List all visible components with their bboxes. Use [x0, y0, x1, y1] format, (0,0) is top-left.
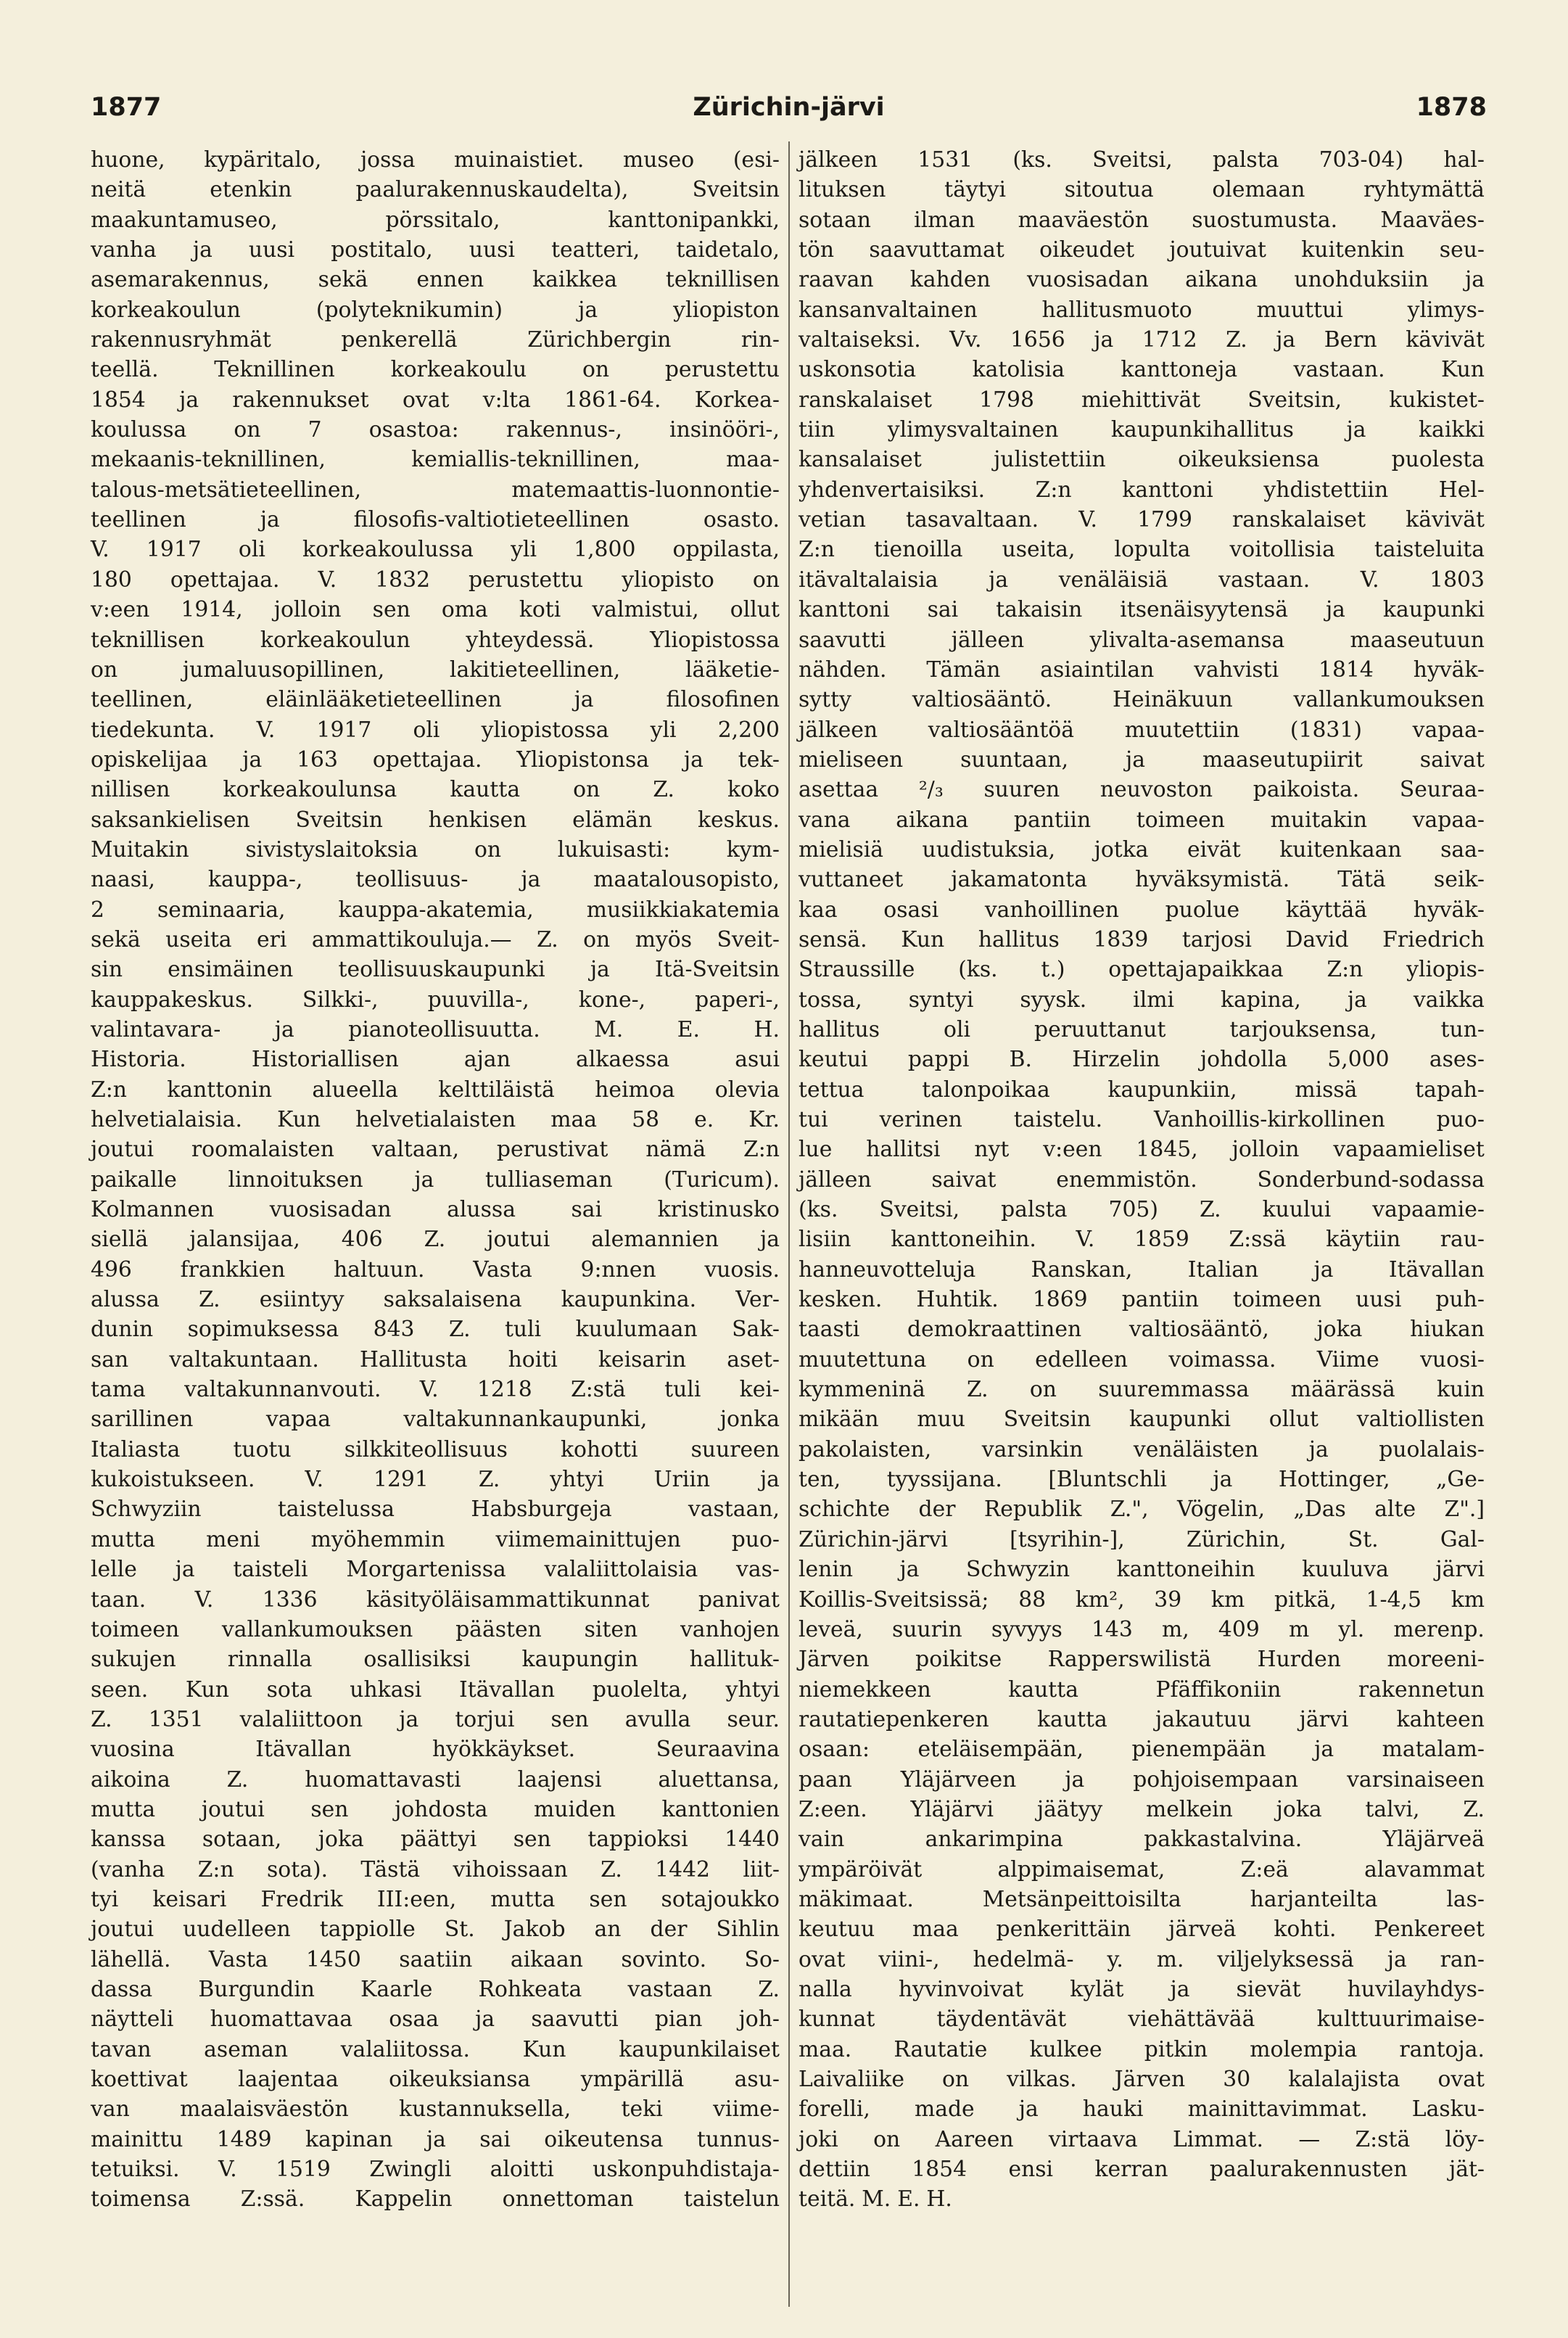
text-line: leveä, suurin syvyys 143 m, 409 m yl. merenp.: [799, 1616, 1485, 1642]
text-line: dettiin 1854 ensi kerran paalurakennusten jät-: [799, 2157, 1485, 2183]
text-line: kunnat täydentävät viehättävää kulttuurimaise-: [799, 2006, 1485, 2033]
text-line: tyi keisari Fredrik III:een, mutta sen sotajoukko: [91, 1886, 780, 1912]
text-line: kauppakeskus. Silkki-, puuvilla-, kone-, paperi-,: [91, 987, 780, 1013]
text-line: on jumaluusopillinen, lakitieteellinen, lääketie-: [91, 656, 780, 683]
text-line: 1854 ja rakennukset ovat v:lta 1861-64. Korkea-: [91, 387, 780, 413]
text-line: nähden. Tämän asiaintilan vahvisti 1814 hyväk-: [799, 656, 1485, 683]
text-line: siellä jalansijaa, 406 Z. joutui alemannien ja: [91, 1227, 780, 1253]
text-line: nalla hyvinvoivat kylät ja sievät huvilayhdys-: [799, 1976, 1485, 2002]
text-line: tavan aseman valaliitossa. Kun kaupunkilaiset: [91, 2036, 780, 2062]
text-line: Z:n tienoilla useita, lopulta voitollisia taisteluita: [799, 537, 1485, 563]
text-line: tossa, syntyi syysk. ilmi kapina, ja vaikka: [799, 987, 1485, 1013]
text-line: Laivaliike on vilkas. Järven 30 kalalajista ovat: [799, 2067, 1485, 2092]
text-line: mikään muu Sveitsin kaupunki ollut valtiollisten: [799, 1407, 1485, 1433]
text-line: lisiin kanttoneihin. V. 1859 Z:ssä käytiin rau-: [799, 1227, 1485, 1253]
page-number-left: 1877: [91, 93, 162, 122]
text-line: hanneuvotteluja Ranskan, Italian ja Itävallan: [799, 1256, 1485, 1283]
text-line: teellä. Teknillinen korkeakoulu on perustettu: [91, 357, 780, 383]
text-line: taasti demokraattinen valtiosääntö, joka hiukan: [799, 1317, 1485, 1343]
text-line: tetuiksi. V. 1519 Zwingli aloitti uskonpuhdistaja-: [91, 2157, 780, 2183]
text-line: asettaa ²/₃ suuren neuvoston paikoista. Seuraa-: [799, 777, 1485, 803]
text-line: aikoina Z. huomattavasti laajensi aluettansa,: [91, 1766, 780, 1792]
text-line: Historia. Historiallisen ajan alkaessa asui: [91, 1047, 780, 1073]
text-line: tön saavuttamat oikeudet joutuivat kuitenkin seu-: [799, 237, 1485, 263]
text-line: kesken. Huhtik. 1869 pantiin toimeen uusi puh-: [799, 1287, 1485, 1313]
text-line: 2 seminaaria, kauppa-akatemia, musiikkiakatemia: [91, 897, 780, 923]
text-line: v:een 1914, jolloin sen oma koti valmistui, ollut: [91, 597, 780, 623]
text-line: itävaltalaisia ja venäläisiä vastaan. V. 1803: [799, 567, 1485, 593]
running-title: Zürichin-järvi: [693, 93, 885, 122]
text-line: forelli, made ja hauki mainittavimmat. Lasku-: [799, 2096, 1485, 2123]
text-line: joutui uudelleen tappiolle St. Jakob an der Sihlin: [91, 1917, 780, 1943]
column-divider: [788, 141, 790, 2307]
text-line: Straussille (ks. t.) opettajapaikkaa Z:n yliopis-: [799, 957, 1485, 983]
text-line: maa. Rautatie kulkee pitkin molempia rantoja.: [799, 2036, 1485, 2062]
text-line: sotaan ilman maaväestön suostumusta. Maaväes-: [799, 207, 1485, 233]
text-line: rakennusryhmät penkerellä Zürichbergin rin-: [91, 327, 780, 353]
text-line: 180 opettajaa. V. 1832 perustettu yliopisto on: [91, 567, 780, 593]
text-line: mieliseen suuntaan, ja maaseutupiirit saivat: [799, 746, 1485, 773]
right-column: [799, 145, 1485, 2215]
text-line: Kolmannen vuosisadan alussa sai kristinusko: [91, 1197, 780, 1223]
text-line: Z:een. Yläjärvi jäätyy melkein joka talvi, Z.: [799, 1796, 1485, 1822]
text-line: keutui pappi B. Hirzelin johdolla 5,000 ases-: [799, 1047, 1485, 1073]
text-line: lelle ja taisteli Morgartenissa valaliittolaisia vas-: [91, 1557, 780, 1583]
text-line: pakolaisten, varsinkin venäläisten ja puolalais-: [799, 1436, 1485, 1462]
text-line: teellinen ja filosofis-valtiotieteellinen osasto.: [91, 507, 780, 533]
text-line: vuosina Itävallan hyökkäykset. Seuraavina: [91, 1737, 780, 1763]
page-header: [91, 93, 1487, 133]
text-line: näytteli huomattavaa osaa ja saavutti pian joh-: [91, 2006, 780, 2033]
text-line: V. 1917 oli korkeakoulussa yli 1,800 oppilasta,: [91, 537, 780, 563]
text-line: Italiasta tuotu silkkiteollisuus kohotti suureen: [91, 1436, 780, 1462]
text-line: vetian tasavaltaan. V. 1799 ranskalaiset kävivät: [799, 507, 1485, 533]
text-line: sytty valtiosääntö. Heinäkuun vallankumouksen: [799, 687, 1485, 713]
text-line: Muitakin sivistyslaitoksia on lukuisasti: kym-: [91, 836, 780, 863]
text-line: kansalaiset julistettiin oikeuksiensa puolesta: [799, 447, 1485, 473]
text-line: korkeakoulun (polyteknikumin) ja yliopiston: [91, 297, 780, 323]
text-line: ranskalaiset 1798 miehittivät Sveitsin, kukistet-: [799, 387, 1485, 413]
text-line: osaan: eteläisempään, pienempään ja matalam-: [799, 1737, 1485, 1763]
text-line: koettivat laajentaa oikeuksiansa ympärillä asu-: [91, 2067, 780, 2092]
text-line: asemarakennus, sekä ennen kaikkea teknillisen: [91, 267, 780, 293]
text-line: vana aikana pantiin toimeen muitakin vapaa-: [799, 807, 1485, 833]
text-line: Koillis-Sveitsissä; 88 km², 39 km pitkä, 1-4,5 km: [799, 1586, 1485, 1613]
text-line: jälkeen 1531 (ks. Sveitsi, palsta 703-04) hal-: [799, 147, 1485, 173]
text-line: helvetialaisia. Kun helvetialaisten maa 58 e. Kr.: [91, 1107, 780, 1132]
text-line: Z:n kanttonin alueella kelttiläistä heimoa olevia: [91, 1077, 780, 1103]
text-line: jälkeen valtiosääntöä muutettiin (1831) vapaa-: [799, 717, 1485, 743]
text-line: uskonsotia katolisia kanttoneja vastaan. Kun: [799, 357, 1485, 383]
left-column: [91, 145, 780, 2215]
text-line: kanttoni sai takaisin itsenäisyytensä ja kaupunki: [799, 597, 1485, 623]
page-number-right: 1878: [1416, 93, 1487, 122]
text-line: (vanha Z:n sota). Tästä vihoissaan Z. 1442 liit-: [91, 1856, 780, 1882]
text-line: kanssa sotaan, joka päättyi sen tappioksi 1440: [91, 1827, 780, 1853]
text-line: opiskelijaa ja 163 opettajaa. Yliopistonsa ja tek-: [91, 746, 780, 773]
text-line: seen. Kun sota uhkasi Itävallan puolelta, yhtyi: [91, 1676, 780, 1703]
text-line: saavutti jälleen ylivalta-asemansa maaseutuun: [799, 627, 1485, 653]
text-line: ten, tyyssijana. [Bluntschli ja Hottinger, „Ge-: [799, 1467, 1485, 1493]
text-line: teellinen, eläinlääketieteellinen ja filosofinen: [91, 687, 780, 713]
text-line: van maalaisväestön kustannuksella, teki viime-: [91, 2096, 780, 2123]
text-line: valintavara- ja pianoteollisuutta. M. E. H.: [91, 1016, 780, 1042]
text-line: schichte der Republik Z.", Vögelin, „Das alte Z".]: [799, 1497, 1485, 1523]
text-line: ympäröivät alppimaisemat, Z:eä alavammat: [799, 1856, 1485, 1882]
text-line: vuttaneet jakamatonta hyväksymistä. Tätä seik-: [799, 867, 1485, 893]
text-line: sukujen rinnalla osallisiksi kaupungin hallituk-: [91, 1647, 780, 1673]
text-line: toimeen vallankumouksen päästen siten vanhojen: [91, 1616, 780, 1642]
text-line: ovat viini-, hedelmä- y. m. viljelyksessä ja ran-: [799, 1946, 1485, 1972]
text-line: mekaanis-teknillinen, kemiallis-teknillinen, maa-: [91, 447, 780, 473]
text-line: raavan kahden vuosisadan aikana unohduksiin ja: [799, 267, 1485, 293]
text-line: Z. 1351 valaliittoon ja torjui sen avulla seur.: [91, 1706, 780, 1732]
text-line: mainittu 1489 kapinan ja sai oikeutensa tunnus-: [91, 2126, 780, 2152]
text-line: neitä etenkin paalurakennuskaudelta), Sveitsin: [91, 177, 780, 203]
text-line: joki on Aareen virtaava Limmat. — Z:stä löy-: [799, 2126, 1485, 2152]
text-line: Schwyziin taistelussa Habsburgeja vastaan,: [91, 1497, 780, 1523]
text-line: huone, kypäritalo, jossa muinaistiet. museo (esi-: [91, 147, 780, 173]
text-line: vain ankarimpina pakkastalvina. Yläjärveä: [799, 1827, 1485, 1853]
text-line: muutettuna on edelleen voimassa. Viime vuosi-: [799, 1346, 1485, 1372]
text-line: mäkimaat. Metsänpeittoisilta harjanteilta las-: [799, 1886, 1485, 1912]
text-line: sensä. Kun hallitus 1839 tarjosi David Friedrich: [799, 926, 1485, 952]
text-line: dassa Burgundin Kaarle Rohkeata vastaan Z.: [91, 1976, 780, 2002]
text-line: lituksen täytyi sitoutua olemaan ryhtymättä: [799, 177, 1485, 203]
text-line: yhdenvertaisiksi. Z:n kanttoni yhdistettiin Hel-: [799, 477, 1485, 503]
text-line: tiedekunta. V. 1917 oli yliopistossa yli 2,200: [91, 717, 780, 743]
text-line: kymmeninä Z. on suuremmassa määrässä kuin: [799, 1377, 1485, 1403]
text-line: tui verinen taistelu. Vanhoillis-kirkollinen puo-: [799, 1107, 1485, 1132]
text-line: 496 frankkien haltuun. Vasta 9:nnen vuosis.: [91, 1256, 780, 1283]
text-line: keutuu maa penkerittäin järveä kohti. Penkereet: [799, 1917, 1485, 1943]
text-line: lenin ja Schwyzin kanttoneihin kuuluva järvi: [799, 1557, 1485, 1583]
text-line: nillisen korkeakoulunsa kautta on Z. koko: [91, 777, 780, 803]
text-line: talous-metsätieteellinen, matemaattis-luonnontie-: [91, 477, 780, 503]
text-line: kaa osasi vanhoillinen puolue käyttää hyväk-: [799, 897, 1485, 923]
text-line: hallitus oli peruuttanut tarjouksensa, tun-: [799, 1016, 1485, 1042]
text-line: niemekkeen kautta Pfäffikoniin rakennetun: [799, 1676, 1485, 1703]
text-line: toimensa Z:ssä. Kappelin onnettoman taistelun: [91, 2186, 780, 2213]
text-line: saksankielisen Sveitsin henkisen elämän keskus.: [91, 807, 780, 833]
text-line: mutta meni myöhemmin viimemainittujen puo-: [91, 1526, 780, 1552]
text-line: paikalle linnoituksen ja tulliaseman (Turicum).: [91, 1166, 780, 1193]
text-line: rautatiepenkeren kautta jakautuu järvi kahteen: [799, 1706, 1485, 1732]
text-line: maakuntamuseo, pörssitalo, kanttonipankki,: [91, 207, 780, 233]
text-line: san valtakuntaan. Hallitusta hoiti keisarin aset-: [91, 1346, 780, 1372]
text-line: alussa Z. esiintyy saksalaisena kaupunkina. Ver-: [91, 1287, 780, 1313]
text-line: lähellä. Vasta 1450 saatiin aikaan sovinto. So-: [91, 1946, 780, 1972]
text-line: sarillinen vapaa valtakunnankaupunki, jonka: [91, 1407, 780, 1433]
text-line: naasi, kauppa-, teollisuus- ja maatalousopisto,: [91, 867, 780, 893]
text-line: koulussa on 7 osastoa: rakennus-, insinööri-,: [91, 417, 780, 443]
text-line: lue hallitsi nyt v:een 1845, jolloin vapaamieliset: [799, 1137, 1485, 1163]
text-line: kansanvaltainen hallitusmuoto muuttui ylimys-: [799, 297, 1485, 323]
text-line: kukoistukseen. V. 1291 Z. yhtyi Uriin ja: [91, 1467, 780, 1493]
text-line: dunin sopimuksessa 843 Z. tuli kuulumaan Sak-: [91, 1317, 780, 1343]
text-line: (ks. Sveitsi, palsta 705) Z. kuului vapaamie-: [799, 1197, 1485, 1223]
text-line: vanha ja uusi postitalo, uusi teatteri, taidetalo,: [91, 237, 780, 263]
text-line: joutui roomalaisten valtaan, perustivat nämä Z:n: [91, 1137, 780, 1163]
text-line: sekä useita eri ammattikouluja.— Z. on myös Sveit-: [91, 926, 780, 952]
text-line: Järven poikitse Rapperswilistä Hurden moreeni-: [799, 1647, 1485, 1673]
text-line: Zürichin-järvi [tsyrihin-], Zürichin, St. Gal-: [799, 1526, 1485, 1552]
text-line: tiin ylimysvaltainen kaupunkihallitus ja kaikki: [799, 417, 1485, 443]
text-line: paan Yläjärveen ja pohjoisempaan varsinaiseen: [799, 1766, 1485, 1792]
text-line: valtaiseksi. Vv. 1656 ja 1712 Z. ja Bern kävivät: [799, 327, 1485, 353]
text-line: mielisiä uudistuksia, jotka eivät kuitenkaan saa-: [799, 836, 1485, 863]
text-line: mutta joutui sen johdosta muiden kanttonien: [91, 1796, 780, 1822]
text-line: tama valtakunnanvouti. V. 1218 Z:stä tuli kei-: [91, 1377, 780, 1403]
text-line: jälleen saivat enemmistön. Sonderbund-sodassa: [799, 1166, 1485, 1193]
text-line: tettua talonpoikaa kaupunkiin, missä tapah-: [799, 1077, 1485, 1103]
text-line: sin ensimäinen teollisuuskaupunki ja Itä-Sveitsin: [91, 957, 780, 983]
text-line: teknillisen korkeakoulun yhteydessä. Yliopistossa: [91, 627, 780, 653]
text-line: teitä. M. E. H.: [799, 2186, 952, 2213]
text-line: taan. V. 1336 käsityöläisammattikunnat panivat: [91, 1586, 780, 1613]
